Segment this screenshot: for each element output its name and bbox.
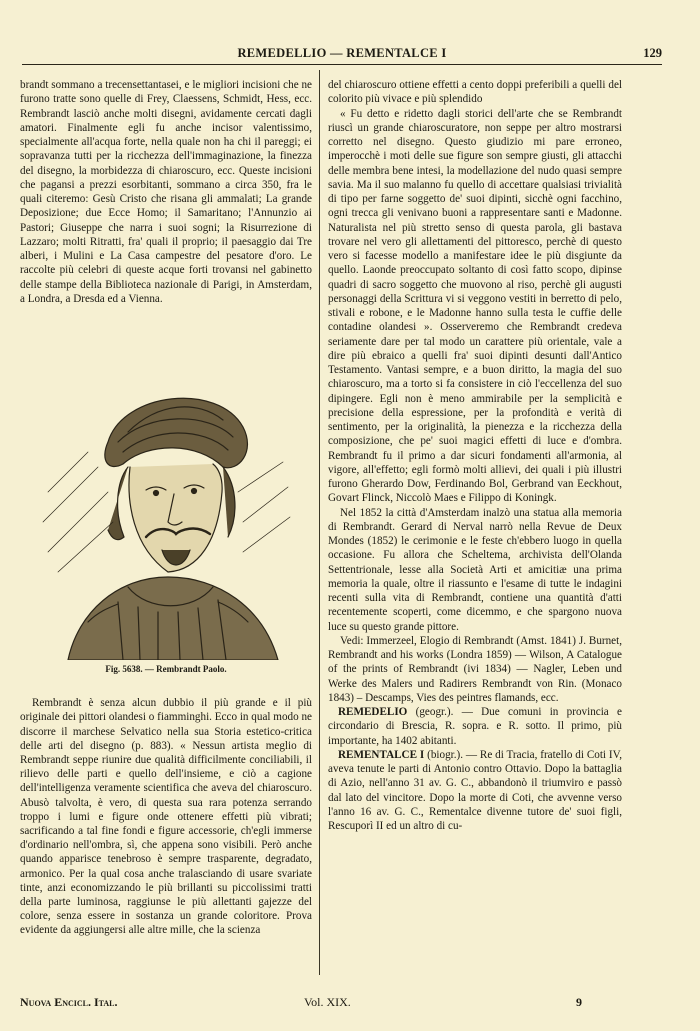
entry-remedelio-body: (geogr.). — Due comuni in provincia e circondario di Brescia, R. sopra. e R. sotto. Il primo, più importante, ha 1402 abitanti.: [328, 706, 622, 747]
right-paragraph-2: « Fu detto e ridetto dagli storici dell'arte che se Rembrandt riuscì un grande chiaroscuratore, non seppe per altro mostrarsi corretto nel disegno. Questo giudizio mi pare erroneo, imperocchè i moti delle sue figure son sempre giusti, gli attacchi delle membra bene intesi, la modellazione del nudo quasi sempre savia. Ma il suo malanno fu quello di accettare qualsiasi trivialità di tipo per farne soggetto de' suoi dipinti, sicchè ogni facchino, ogni trecca gli venivano buoni a rappresentare santi e Madonne. Naturalista nel più stretto senso di questa parola, gli bastava trovare nel vero gli allettamenti del pittoresco, perchè di questo vero si facesse modello a manifestare idee le più disgiunte da quello. Laonde preoccupato soltanto di così fatto scopo, dipinse quadri di sacro soggetto che muovono al riso, perchè gli augusti personaggi della Scrittura vi si veggono vestiti in berretto di pelo, stivali e robone, e le Madonne hanno sulla testa le cuffie delle contadine olandesi ». Osserveremo che Rembrandt credeva seriamente dare per tal modo un carattere più orientale, vale a dire più ebraico a quelli fra' suoi dipinti desunti dall'Antico Testamento. Vantasi sempre, e a buon diritto, la magia del suo chiaroscuro, ma a torto si fa consistere in ciò l'eccellenza del suo dipingere. Egli non è meno ammirabile per la semplicità e precisione della espressione, per la profondità e verità di sentimento, per la originalità, la pienezza e la ricchezza della composizione, che pe' suoi magici effetti di luce e d'ombra. Rembrandt fu il primo a dar sicuri fondamenti all'armonia, al vigore, all'effetto; egli formò molti allievi, dei quali i più illustri furono Gherardo Dow, Ferdinando Bol, Gerbrand van Eeckhout, Govart Flinck, Niccolò Maes e Filippo di Koningk.: [328, 107, 622, 505]
running-title: REMEDELLIO — REMENTALCE I: [237, 46, 447, 60]
rembrandt-portrait-engraving: [28, 372, 304, 660]
left-column-bottom-text: Rembrandt è senza alcun dubbio il più grande e il più originale dei pittori olandesi o fiamminghi. Ecco in qual modo ne discorre il marchese Selvatico nella sua Storia estetico-critica delle arti del disegno (p. 883). « Nessun artista meglio di Rembrandt seppe riunire due qualità difficilmente conciliabili, il rilievo delle parti e quello dell'insieme, e ciò a cagione dell'intelligenza veramente scientifica che aveva del chiaroscuro. Abusò talvolta, è vero, di questa sua rara potenza serrando troppo i lumi e figure onde ottenere effetti più vibrati; sacrificando a tal fine fondi e figure accessorie, ch'egli immerse d'ordinario nell'ombra, sì, che appena sono visibili. Però anche quando apparisce tenebroso è sempre trasparente, degradato, armonico. Per la qual cosa anche tralasciando di usare svariate tinte, anzi economizzando le più brillanti su piccolissimi tratti della parte luminosa, raggiunse le più allettanti gajezze del colore, senza essere in sostanza un grande coloritore. Prova evidente da aggiungersi alle altre mille, che la scienza: [20, 697, 312, 937]
running-header: [22, 44, 662, 65]
right-column: [328, 78, 622, 833]
entry-remedelio-headword: REMEDELIO: [338, 706, 408, 718]
footer-signature: 9: [576, 995, 582, 1009]
left-column: [20, 78, 312, 306]
entry-remedelio: [328, 705, 622, 748]
right-paragraph-4: Vedi: Immerzeel, Elogio di Rembrandt (Amst. 1841) J. Burnet, Rembrandt and his works (Londra 1859) — Wilson, A Catalogue of the prints of Rembrandt (ivi 1834) — Nagler, Leben und Werke des Malers und Radirers Rembrandt von Rin. (Monaco 1843) – Descamps, Vies des peintres flamands, ecc.: [328, 634, 622, 704]
right-paragraph-3: Nel 1852 la città d'Amsterdam inalzò una statua alla memoria di Rembrandt. Gerard di Nerval narrò nella Revue de Deux Mondes (1852) le cerimonie e le feste ch'ebbero luogo in quella occasione. Fu allora che Scheltema, archivista dell'Olanda Settentrionale, lesse alla Società Arti et amicitiæ una prima memoria la quale, oltre il riassunto e l'esame di tutte le indagini recenti sulla vita di Rembrandt, contiene una quantità d'atti recentemente scoperti, come dicemmo, e che spargono nuova luce su questo grande pittore.: [328, 506, 622, 633]
figure-caption: Fig. 5638. — Rembrandt Paolo.: [105, 664, 227, 674]
right-paragraph-1: del chiaroscuro ottiene effetti a cento doppi preferibili a quelli del colorito più vivace e più splendido: [328, 79, 622, 106]
left-column-bottom: [20, 685, 312, 949]
entry-rementalce-headword: REMENTALCE I: [338, 748, 425, 761]
column-divider: [319, 70, 320, 975]
footer-volume: Vol. XIX.: [304, 995, 351, 1009]
entry-rementalce: [328, 748, 622, 834]
entry-rementalce-body: (biogr.). — Re di Tracia, fratello di Coti IV, aveva tenute le parti di Antonio contro Ottavio. Dopo la battaglia di Azio, nell'anno 31 av. G. C., abbandonò il triumviro e passò dal lato del vincitore. Dopo la morte di Coti, che avvenne verso l'anno 16 av. G. C., Rementalce divenne tutore de' suoi figli, Rescuporì II ed un altro di cu-: [328, 748, 622, 832]
page-number: 129: [643, 46, 662, 60]
page-footer: [20, 995, 630, 1013]
footer-publication: Nuova Encicl. Ital.: [20, 995, 118, 1009]
left-column-top-text: brandt sommano a trecensettantasei, e le migliori incisioni che ne furono tratte sono quelle di Frey, Claessens, Schmidt, Hess, ecc. Rembrandt lasciò anche molti disegni, avidamente cercati dagli amatori. Finalmente egli fu anche incisor valentissimo, specialmente all'acqua forte, nella quale non ha chi il pareggi; ei sopravanza tutti per la ricchezza dell'immaginazione, la finezza del disegno, la morbidezza di chiaroscuro, ecc. Queste incisioni che pagansi a prezzi esorbitanti, sommano a circa 350, fra le quali citeremo: Gesù Cristo che risana gli ammalati; La grande Deposizione; due Ecce Homo; il Samaritano; l'Annunzio ai Pastori; Giuseppe che narra i suoi sogni; la Risurrezione di Lazzaro; molti Ritratti, fra' quali il proprio; il paesaggio dai Tre alberi, i Mulini e La Casa campestre del pesatore d'oro. Le raccolte più celebri di queste acque forti trovansi nel gabinetto delle stampe della Biblioteca nazionale di Parigi, in Amsterdam, a Londra, a Dresda ed a Vienna.: [20, 79, 312, 305]
